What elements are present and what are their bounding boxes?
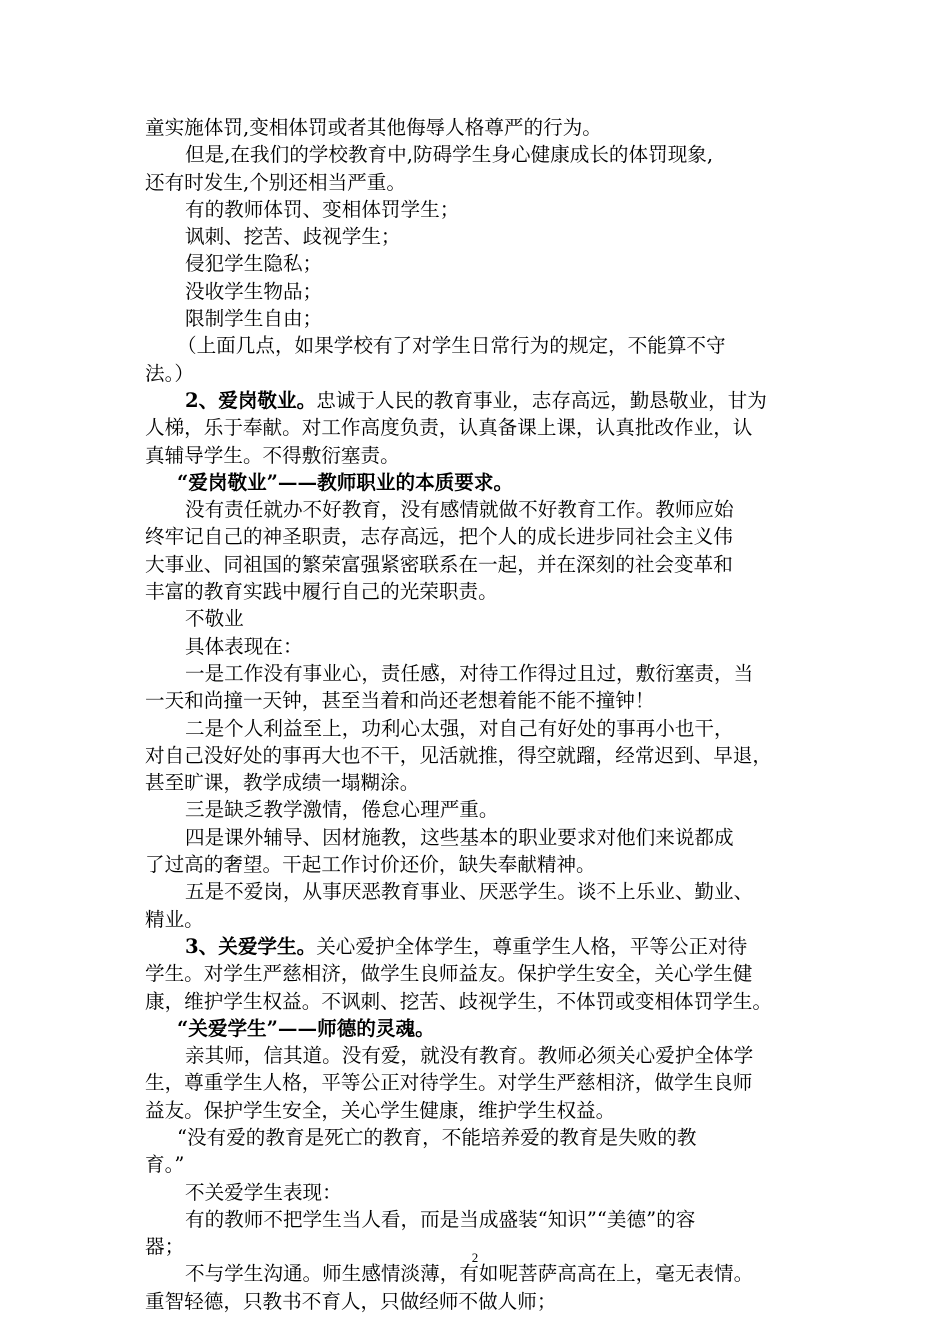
text-line: 学生。对学生严慈相济，做学生良师益友。保护学生安全，关心学生健: [145, 962, 753, 986]
text-line: 亲其师，信其道。没有爱，就没有教育。教师必须关心爱护全体学: [185, 1044, 754, 1068]
text-line: 侵犯学生隐私；: [185, 252, 323, 276]
text-line: 终牢记自己的神圣职责，志存高远，把个人的成长进步同社会主义伟: [145, 525, 733, 549]
text-line: 有的教师不把学生当人看，而是当成盛装“知识”“美德”的容: [185, 1207, 696, 1231]
text-line: 没有责任就办不好教育，没有感情就做不好教育工作。教师应始: [185, 498, 734, 522]
text-line: 有的教师体罚、变相体罚学生；: [185, 197, 460, 221]
text-line: 了过高的奢望。干起工作讨价还价，缺失奉献精神。: [145, 853, 596, 877]
subheading-love-job: “爱岗敬业”——教师职业的本质要求。: [177, 470, 514, 494]
text-line: 精业。: [145, 907, 204, 931]
section-line: [145, 387, 825, 414]
text-line: 但是,在我们的学校教育中,防碍学生身心健康成长的体罚现象,: [185, 143, 714, 167]
page-body: [145, 114, 825, 1315]
text-line: 人梯，乐于奉献。对工作高度负责，认真备课上课，认真批改作业，认: [145, 416, 753, 440]
section-line: [145, 933, 825, 960]
text-line: 重智轻德，只教书不育人，只做经师不做人师；: [145, 1289, 557, 1313]
text-line: 益友。保护学生安全，关心学生健康，维护学生权益。: [145, 1098, 616, 1122]
text-line: 五是不爱岗，从事厌恶教育事业、厌恶学生。谈不上乐业、勤业、: [185, 880, 754, 904]
text-line: 三是缺乏教学激情，倦怠心理严重。: [185, 798, 499, 822]
text-line: 一天和尚撞一天钟，甚至当着和尚还老想着能不能不撞钟！: [145, 689, 655, 713]
text-line: 不与学生沟通。师生感情淡薄，有如呢菩萨高高在上，毫无表情。: [185, 1262, 754, 1286]
section-heading-care-students: 3、关爱学生。: [185, 934, 317, 958]
text-line: 甚至旷课，教学成绩一塌糊涂。: [145, 771, 420, 795]
text-line: 康，维护学生权益。不讽刺、挖苦、歧视学生，不体罚或变相体罚学生。: [145, 989, 772, 1013]
text-line: 二是个人利益至上，功利心太强，对自己有好处的事再小也干，: [185, 716, 734, 740]
text-line: 不敬业: [185, 607, 244, 631]
text-line: 大事业、同祖国的繁荣富强紧密联系在一起，并在深刻的社会变革和: [145, 552, 733, 576]
text-line: 讽刺、挖苦、歧视学生；: [185, 225, 401, 249]
section-text: 忠诚于人民的教育事业，志存高远，勤恳敬业，甘为: [316, 388, 767, 412]
text-line: 对自己没好处的事再大也不干，见活就推，得空就蹓，经常迟到、早退，: [145, 743, 772, 767]
text-line: 还有时发生,个别还相当严重。: [145, 170, 406, 194]
text-line: 器；: [145, 1235, 185, 1259]
text-line: 四是课外辅导、因材施教，这些基本的职业要求对他们来说都成: [185, 825, 734, 849]
text-line: （上面几点，如果学校有了对学生日常行为的规定，不能算不守: [177, 334, 726, 358]
text-line: 具体表现在：: [185, 634, 303, 658]
text-line: 没收学生物品；: [185, 279, 323, 303]
text-line: 童实施体罚,变相体罚或者其他侮辱人格尊严的行为。: [145, 116, 602, 139]
page-number: 2: [471, 1250, 479, 1265]
text-line: 一是工作没有事业心，责任感，对待工作得过且过，敷衍塞责，当: [185, 661, 754, 685]
text-line: 育。”: [145, 1153, 185, 1177]
section-text: 关心爱护全体学生，尊重学生人格，平等公正对待: [316, 934, 748, 958]
text-line: 法。）: [145, 361, 194, 385]
text-line: 丰富的教育实践中履行自己的光荣职责。: [145, 580, 498, 604]
text-line: 生，尊重学生人格，平等公正对待学生。对学生严慈相济，做学生良师: [145, 1071, 753, 1095]
text-line: 不关爱学生表现：: [185, 1180, 342, 1204]
subheading-care-students: “关爱学生”——师德的灵魂。: [177, 1016, 435, 1040]
section-heading-love-job: 2、爱岗敬业。: [185, 388, 317, 412]
text-line: 真辅导学生。不得敷衍塞责。: [145, 443, 400, 467]
text-line: “没有爱的教育是死亡的教育，不能培养爱的教育是失败的教: [177, 1125, 697, 1149]
text-line: 限制学生自由；: [185, 307, 323, 331]
